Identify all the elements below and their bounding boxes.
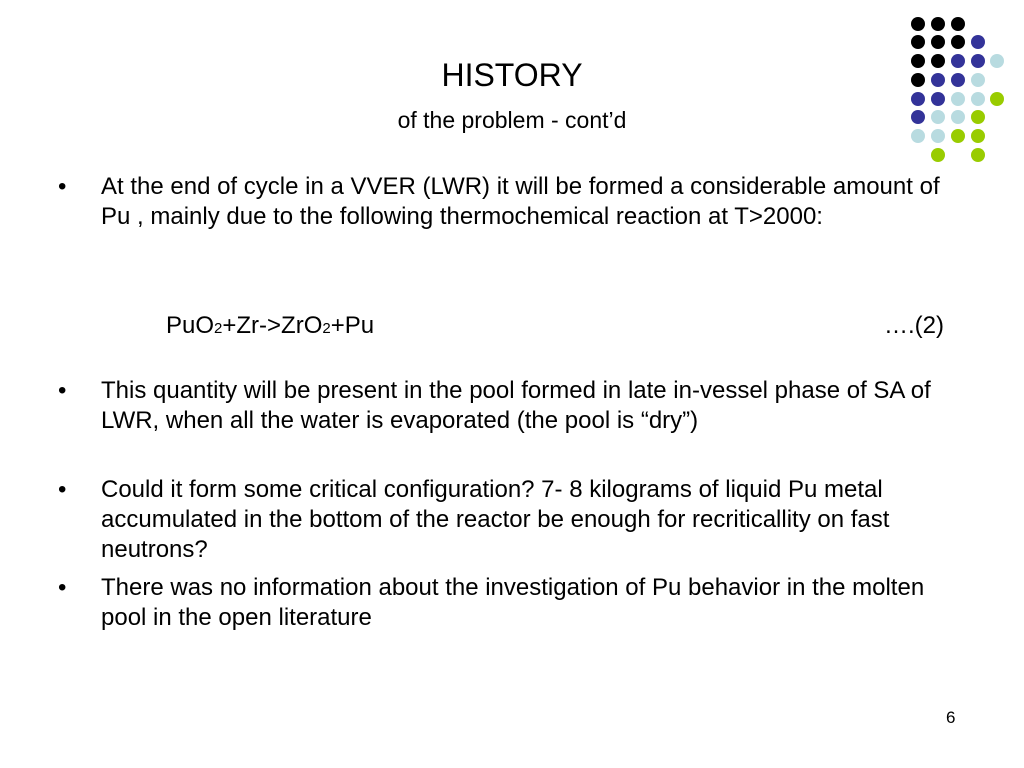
formula-subscript: 2 (214, 320, 223, 337)
dot (971, 148, 985, 162)
formula-part: +Zr->ZrO (222, 312, 323, 339)
dot (931, 92, 945, 106)
dot (931, 17, 945, 31)
bullet-item (58, 573, 968, 633)
formula-subscript: 2 (322, 320, 331, 337)
dot (951, 35, 965, 49)
dot (911, 35, 925, 49)
dot-grid-decoration (0, 0, 1024, 200)
dot (990, 92, 1004, 106)
dot (951, 17, 965, 31)
bullet-item (58, 376, 968, 436)
equation-number: ….(2) (884, 312, 944, 339)
slide-subtitle: of the problem - cont’d (397, 107, 627, 133)
dot (931, 148, 945, 162)
bullet-text: At the end of cycle in a VVER (LWR) it will be formed a considerable amount of Pu , mainly due to the following thermochemical reaction at T>2000: (101, 173, 940, 230)
dot (931, 35, 945, 49)
formula-part: PuO (166, 312, 215, 339)
bullet-marker: • (58, 173, 67, 200)
bullet-marker: • (58, 574, 67, 601)
bullet-text: This quantity will be present in the pool formed in late in-vessel phase of SA of LWR, when all the water is evaporated (the pool is “dry”) (101, 377, 931, 434)
slide-title: HISTORY (441, 57, 583, 93)
bullet-text: Could it form some critical configuration? 7- 8 kilograms of liquid Pu metal accumulated in the bottom of the reactor be enough for recriticallity on fast neutrons? (101, 476, 890, 563)
formula-part: +Pu (330, 312, 375, 339)
bullet-item (58, 172, 968, 232)
page-number: 6 (946, 708, 956, 727)
dot (971, 92, 985, 106)
dot (911, 17, 925, 31)
reaction-formula (166, 311, 374, 344)
bullet-text: There was no information about the investigation of Pu behavior in the molten pool in the open literature (101, 574, 925, 631)
bullet-item (58, 475, 968, 565)
dot (971, 35, 985, 49)
dot (911, 92, 925, 106)
dot (951, 92, 965, 106)
bullet-marker: • (58, 377, 67, 404)
bullet-marker: • (58, 476, 67, 503)
